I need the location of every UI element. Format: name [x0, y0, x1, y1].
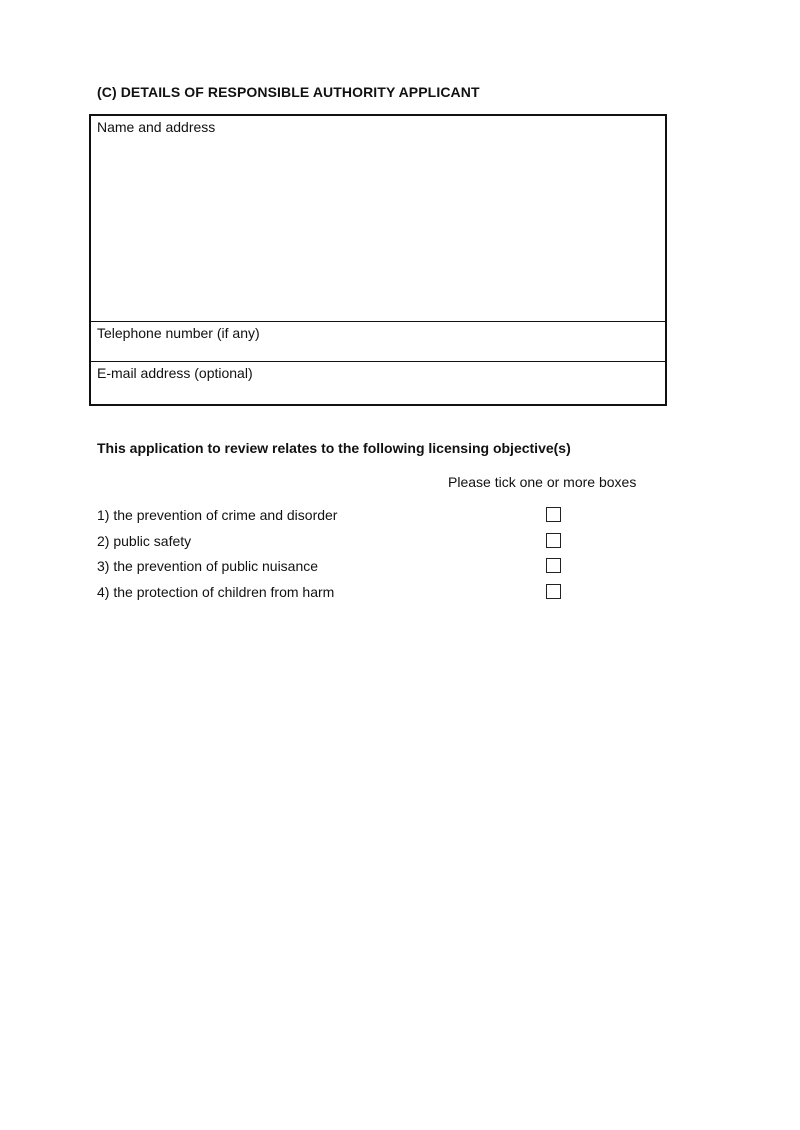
name-address-field[interactable]	[97, 138, 659, 317]
objective-row-safety	[97, 533, 567, 553]
objective-checkbox-safety[interactable]	[546, 533, 561, 548]
email-field[interactable]	[97, 384, 659, 401]
objective-checkbox-nuisance[interactable]	[546, 558, 561, 573]
objective-row-crime	[97, 507, 567, 527]
section-title: (C) DETAILS OF RESPONSIBLE AUTHORITY APPLICANT	[97, 84, 480, 100]
objective-row-nuisance	[97, 558, 567, 578]
objectives-heading: This application to review relates to the following licensing objective(s)	[97, 440, 571, 456]
objective-label-children: 4) the protection of children from harm	[97, 584, 335, 600]
objective-label-safety: 2) public safety	[97, 533, 192, 549]
telephone-cell	[91, 321, 665, 362]
email-label: E-mail address (optional)	[97, 365, 253, 381]
applicant-details-form	[89, 114, 667, 406]
telephone-label: Telephone number (if any)	[97, 325, 260, 341]
name-address-cell	[91, 116, 665, 321]
telephone-field[interactable]	[97, 344, 659, 358]
objective-checkbox-crime[interactable]	[546, 507, 561, 522]
name-address-label: Name and address	[97, 119, 216, 135]
tick-instruction: Please tick one or more boxes	[448, 474, 637, 490]
objective-checkbox-children[interactable]	[546, 584, 561, 599]
objective-label-crime: 1) the prevention of crime and disorder	[97, 507, 338, 523]
objective-row-children	[97, 584, 567, 604]
email-cell	[91, 361, 665, 405]
objective-label-nuisance: 3) the prevention of public nuisance	[97, 558, 319, 574]
